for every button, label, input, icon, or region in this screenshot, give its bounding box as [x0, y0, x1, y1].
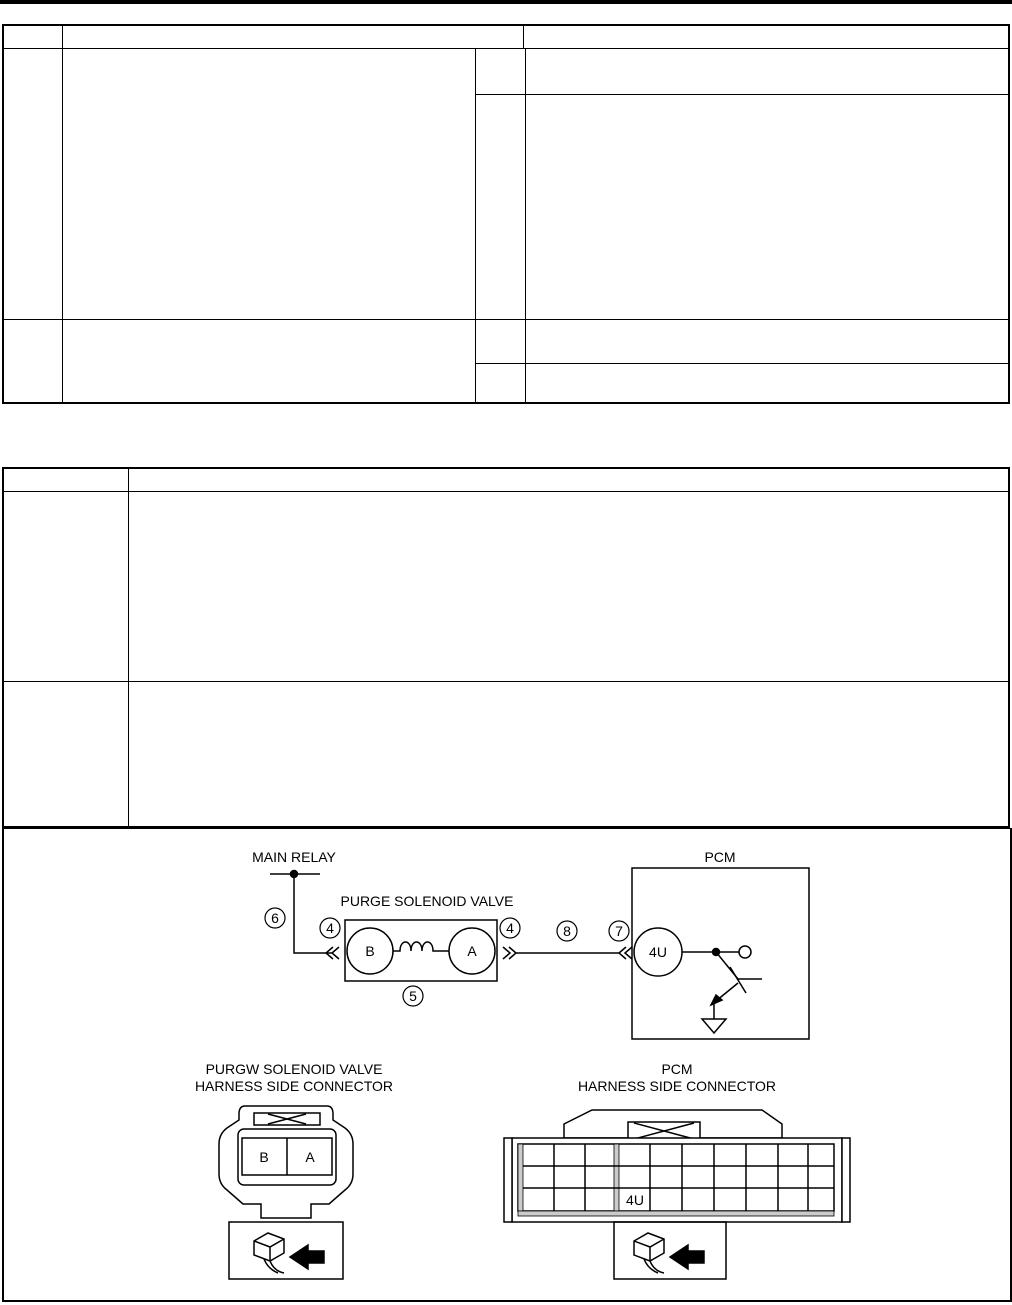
main-relay-label: MAIN RELAY	[252, 849, 336, 865]
inspection-cell	[63, 48, 476, 319]
purge-connector-subtitle: HARNESS SIDE CONNECTOR	[194, 1078, 394, 1094]
terminal-b-label: B	[365, 943, 375, 959]
terminal-4u-label: 4U	[649, 944, 667, 960]
wiring-diagram	[4, 829, 1010, 1300]
action-cell	[526, 363, 1010, 403]
connector-chevron	[625, 947, 632, 959]
action-cell	[526, 48, 1010, 94]
terminal-a-label: A	[467, 943, 477, 959]
description-table	[2, 467, 1010, 828]
table-row	[3, 319, 1009, 363]
number-8-text: 8	[563, 923, 571, 939]
probe-arrow-icon	[670, 1245, 704, 1269]
table-row	[3, 491, 1009, 681]
label-cell	[3, 681, 129, 827]
number-5-text: 5	[409, 988, 417, 1004]
content-cell	[129, 681, 1010, 827]
yes-no-cell	[476, 363, 526, 403]
purge-connector-housing	[219, 1106, 353, 1218]
action-cell	[526, 94, 1010, 319]
inspection-header-cell	[63, 25, 524, 48]
table-row	[3, 681, 1009, 827]
step-cell	[3, 48, 63, 319]
ground-icon	[702, 1019, 726, 1033]
yes-no-cell	[476, 48, 526, 94]
pin-a-label: A	[305, 1149, 315, 1165]
table-row	[3, 48, 1009, 94]
content-header-cell	[129, 468, 1010, 491]
connector-chevron	[332, 947, 339, 959]
yes-no-cell	[476, 319, 526, 363]
action-cell	[526, 319, 1010, 363]
inspection-step-table	[2, 24, 1010, 404]
pcm-connector-title: PCM	[661, 1061, 693, 1077]
label-cell	[3, 491, 129, 681]
wiring-diagram-panel	[2, 828, 1012, 1302]
pcm-connector-subtitle: HARNESS SIDE CONNECTOR	[577, 1078, 777, 1094]
action-header-cell	[524, 25, 1009, 48]
number-6-text: 6	[271, 910, 279, 926]
probe-connector-icon	[634, 1233, 664, 1273]
probe-arrow-icon	[290, 1245, 324, 1269]
inspection-cell	[63, 319, 476, 403]
solenoid-coil-icon	[393, 942, 449, 951]
number-7-text: 7	[615, 923, 623, 939]
yes-no-cell	[476, 94, 526, 319]
content-cell	[129, 491, 1010, 681]
wire-main-relay	[294, 874, 332, 953]
pin-b-label: B	[259, 1149, 269, 1165]
number-4-text: 4	[506, 920, 514, 936]
purge-connector-title: PURGW SOLENOID VALVE	[205, 1061, 383, 1077]
label-header-cell	[3, 468, 129, 491]
pcm-connector-housing	[504, 1110, 850, 1222]
step-cell	[3, 319, 63, 403]
transistor-base-bar	[730, 967, 746, 993]
step-header-cell	[3, 25, 63, 48]
page-header-rule	[0, 0, 1012, 4]
table-header-row	[3, 25, 1009, 48]
probe-connector-icon	[254, 1233, 284, 1273]
connector-chevron	[503, 947, 510, 959]
table-header-row	[3, 468, 1009, 491]
number-4-text: 4	[326, 920, 334, 936]
purge-solenoid-valve-label: PURGE SOLENOID VALVE	[340, 893, 514, 909]
probe-illustration-box	[614, 1222, 726, 1279]
pcm-label: PCM	[704, 849, 736, 865]
probe-illustration-box	[229, 1222, 343, 1279]
pcm-pin-4u-label: 4U	[626, 1192, 644, 1208]
output-terminal-icon	[739, 946, 751, 958]
